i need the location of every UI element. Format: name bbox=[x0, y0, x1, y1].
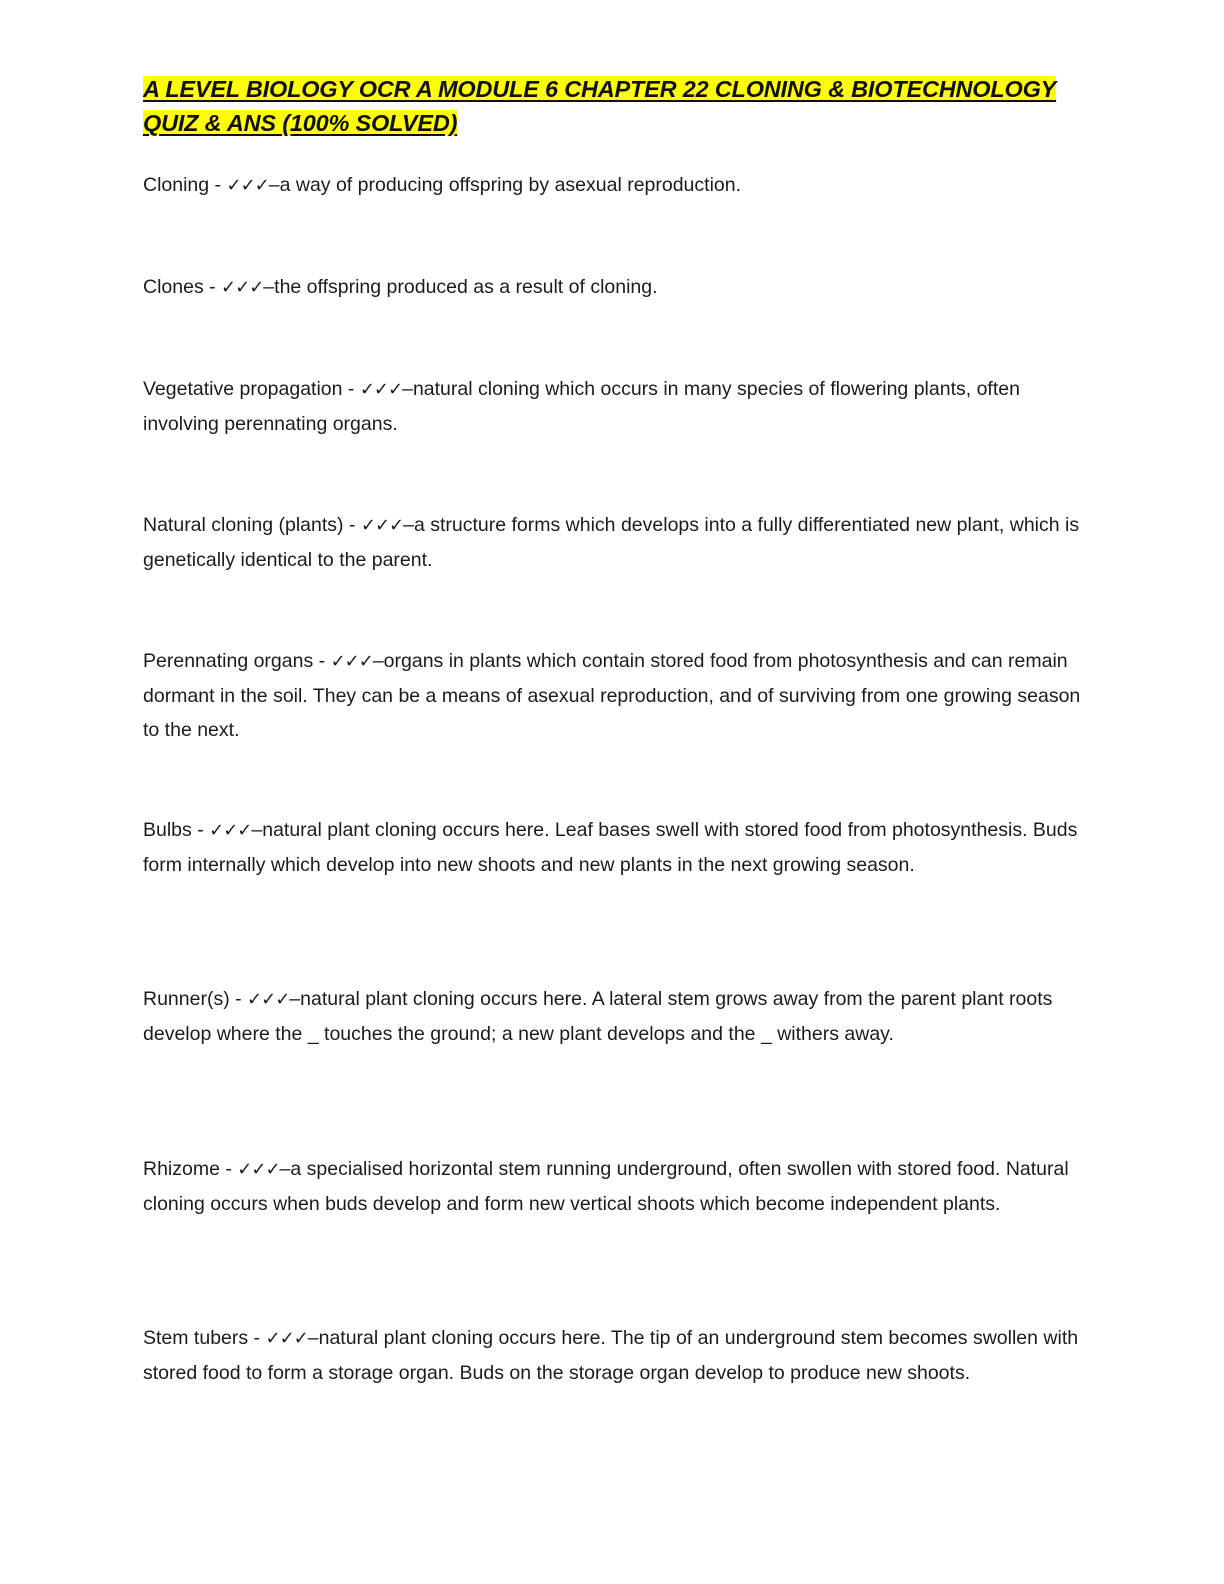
entry-dash: – bbox=[403, 514, 414, 536]
entry-term: Perennating organs bbox=[143, 650, 314, 672]
entry-dash: – bbox=[372, 650, 384, 672]
entry-definition: natural plant cloning occurs here. Leaf bases swell with stored food from photosynthesis. Buds form internally which develop into new shoots and new plants in the next growing season. bbox=[143, 819, 1078, 876]
entry-separator: - bbox=[343, 514, 361, 536]
entry-term: Rhizome bbox=[143, 1158, 220, 1180]
qa-entry bbox=[143, 982, 1083, 1051]
qa-entry bbox=[143, 813, 1083, 882]
entry-definition: natural plant cloning occurs here. The tip of an underground stem becomes swollen with stored food to form a storage organ. Buds on the storage organ develop to produce new shoots. bbox=[143, 1327, 1079, 1384]
entry-definition: a specialised horizontal stem running underground, often swollen with stored food. Natural cloning occurs when buds develop and form new vertical shoots which become independent plants. bbox=[143, 1158, 1069, 1215]
checkmarks-icon: ✓✓✓ bbox=[265, 1328, 308, 1349]
entry-separator: - bbox=[191, 819, 210, 841]
entry-term: Runner(s) bbox=[143, 988, 230, 1010]
entry-definition: the offspring produced as a result of cloning. bbox=[274, 276, 658, 298]
entry-definition: a structure forms which develops into a fully differentiated new plant, which is genetically identical to the parent. bbox=[143, 514, 1080, 571]
document-title bbox=[143, 72, 1083, 140]
entry-dash: – bbox=[307, 1327, 319, 1349]
entry-definition: natural plant cloning occurs here. A lateral stem grows away from the parent plant roots develop where the _ touches the ground; a new plant develops and the _ withers away. bbox=[143, 988, 1053, 1045]
qa-entry bbox=[143, 508, 1083, 577]
qa-entry bbox=[143, 644, 1083, 747]
entry-dash: – bbox=[263, 276, 275, 298]
document-page bbox=[143, 72, 1083, 140]
entry-term: Bulbs bbox=[143, 819, 192, 841]
entry-separator: - bbox=[248, 1327, 266, 1349]
entry-dash: – bbox=[402, 378, 413, 400]
entry-separator: - bbox=[229, 988, 248, 1010]
entry-separator: - bbox=[219, 1158, 238, 1180]
checkmarks-icon: ✓✓✓ bbox=[237, 1159, 280, 1180]
checkmarks-icon: ✓✓✓ bbox=[221, 277, 264, 298]
entry-term: Stem tubers bbox=[143, 1327, 249, 1349]
entry-term: Vegetative propagation bbox=[143, 378, 343, 400]
entry-dash: – bbox=[279, 1158, 291, 1180]
entry-term: Clones bbox=[143, 276, 204, 298]
entry-dash: – bbox=[251, 819, 263, 841]
checkmarks-icon: ✓✓✓ bbox=[226, 175, 269, 196]
qa-entry bbox=[143, 372, 1083, 441]
title-highlight: A LEVEL BIOLOGY OCR A MODULE 6 CHAPTER 22 CLONING & BIOTECHNOLOGY QUIZ & ANS (100% SOLVED) bbox=[143, 76, 1057, 136]
entry-term: Natural cloning (plants) bbox=[143, 514, 344, 536]
checkmarks-icon: ✓✓✓ bbox=[359, 379, 403, 400]
entry-separator: - bbox=[342, 378, 360, 400]
entry-dash: – bbox=[289, 988, 301, 1010]
entry-definition: a way of producing offspring by asexual reproduction. bbox=[279, 174, 742, 196]
checkmarks-icon: ✓✓✓ bbox=[209, 820, 252, 841]
entry-definition: natural cloning which occurs in many species of flowering plants, often involving perennating organs. bbox=[143, 378, 1020, 435]
entry-term: Cloning bbox=[143, 174, 210, 196]
qa-entry bbox=[143, 168, 1083, 203]
entry-separator: - bbox=[209, 174, 227, 196]
entry-definition: organs in plants which contain stored food from photosynthesis and can remain dormant in the soil. They can be a means of asexual reproduction, and of surviving from one growing season to the next. bbox=[143, 650, 1081, 741]
checkmarks-icon: ✓✓✓ bbox=[247, 989, 290, 1010]
qa-entry bbox=[143, 1152, 1083, 1221]
entry-separator: - bbox=[203, 276, 222, 298]
entry-dash: – bbox=[268, 174, 280, 196]
qa-entry bbox=[143, 1321, 1083, 1390]
checkmarks-icon: ✓✓✓ bbox=[330, 651, 373, 672]
checkmarks-icon: ✓✓✓ bbox=[360, 515, 404, 536]
entry-separator: - bbox=[313, 650, 331, 672]
qa-entry bbox=[143, 270, 1083, 305]
